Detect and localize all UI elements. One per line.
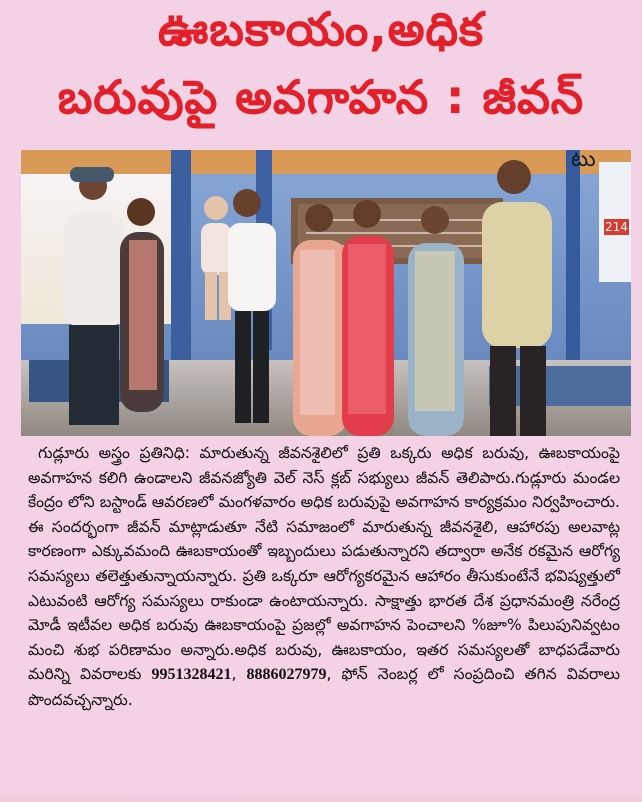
phone-separator: , <box>231 665 247 684</box>
headline-line-2: బరువుపై అవగాహన : జీవన్ <box>57 70 585 124</box>
footer-strip <box>0 787 642 802</box>
phone-number-2: 8886027979 <box>246 666 327 684</box>
article-text-part-2: , ఫోన్ నెంబర్ల లో సంప్రదించి తగిన వివరాలు పొందవచ్చన్నారు. <box>28 665 620 709</box>
wall-letter: టు <box>571 150 596 172</box>
phone-number-1: 9951328421 <box>151 666 232 684</box>
board-number: 214 <box>605 220 628 234</box>
article-body <box>28 441 620 713</box>
news-photo-illustration <box>21 150 631 436</box>
headline-line-1: ఊబకాయం,అధిక <box>158 2 484 56</box>
article-text-part-1: గుడ్లూరు అస్త్రం ప్రతినిధి: మారుతున్న జీవనశైలిలో ప్రతి ఒక్కరు అధిక బరువు, ఊబకాయంపై అవగాహన కలిగి ఉండాలని జీవనజ్యోతి వెల్ నెస్ క్లబ్ సభ్యులు జీవన్ తెలిపారు.గుడ్లూరు మండల కేంద్రం లోని బస్టాండ్ ఆవరణలో మంగళవారం అధిక బరువుపై అవగాహన కార్యక్రమం నిర్వహించారు. ఈ సందర్భంగా జీవన్ మాట్లాడుతూ నేటి సమాజంలో మారుతున్న జీవనశైలి, ఆహారపు అలవాట్ల కారణంగా ఎక్కువమంది ఊబకాయంతో ఇబ్బందులు పడుతున్నారని తద్వారా అనేక రకమైన ఆరోగ్య సమస్యలు తలెత్తుతున్నాయన్నారు. ప్రతి ఒక్కరూ ఆరోగ్యకరమైన ఆహారం తీసుకుంటేనే భవిష్యత్తులో ఎటువంటి ఆరోగ్య సమస్యలు రాకుండా ఉంటాయన్నారు. సాక్షాత్తు భారత దేశ ప్రధానమంత్రి నరేంద్ర మోడీ ఇటీవల అధిక బరువు ఊబకాయంపై ప్రజల్లో అవగాహన పెంచాలని %జూ% పిలుపునివ్వటం మంచి శుభ పరిణామం అన్నారు.అధిక బరువు, ఊబకాయం, ఇతర సమస్యలతో బాధపడేవారు మరిన్ని వివరాలకు <box>28 444 620 684</box>
news-photo <box>21 150 631 436</box>
